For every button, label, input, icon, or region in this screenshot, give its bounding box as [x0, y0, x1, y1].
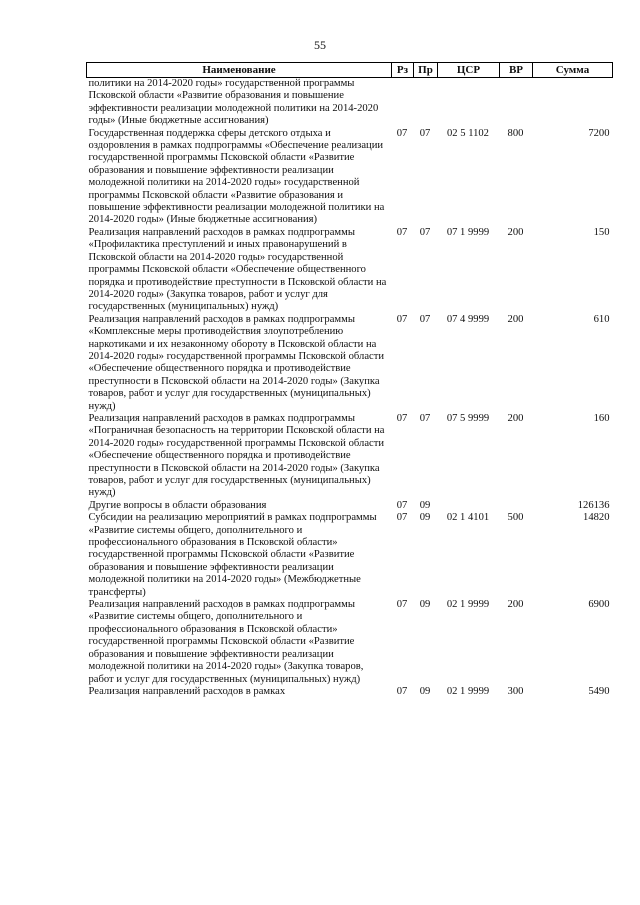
table-row [87, 686, 613, 698]
header-name: Наименование [87, 63, 392, 78]
row-sum: 14820 [583, 512, 610, 524]
row-vr: 500 [507, 512, 524, 524]
row-vr [500, 500, 533, 512]
table-row [87, 227, 613, 314]
row-pr: 07 [419, 313, 431, 325]
row-vr: 800 [507, 127, 524, 139]
header-sum: Сумма [533, 63, 613, 78]
row-csr [438, 500, 500, 512]
row-name: Субсидии на реализацию мероприятий в рамках подпрограммы «Развитие системы общего, дополнительного и профессионального образования в Псковской области» государственной программы Псковской области «Развитие образования и повышение эффективности реализации молодежной политики на 2014-2020 годы» (Межбюджетные трансферты) [88, 512, 377, 598]
row-vr: 200 [507, 313, 524, 325]
row-vr: 200 [507, 226, 524, 238]
table-row [87, 314, 613, 413]
row-csr: 07 5 9999 [446, 412, 490, 424]
row-pr: 09 [419, 599, 431, 611]
header-rz: Рз [392, 63, 414, 78]
row-name: Реализация направлений расходов в рамках подпрограммы «Развитие системы общего, дополнительного и профессионального образования в Псковской области» государственной программы Псковской области «Развитие образования и повышение эффективности реализации молодежной политики на 2014-2020 годы» (Закупка товаров, работ и услуг для государственных (муниципальных) нужд) [88, 599, 364, 685]
table-row [87, 78, 613, 128]
table-row [87, 512, 613, 599]
row-rz: 07 [396, 685, 408, 697]
table-row [87, 500, 613, 512]
row-sum: 150 [593, 226, 610, 238]
row-pr: 09 [419, 499, 431, 511]
row-rz [392, 78, 414, 128]
header-pr: Пр [414, 63, 438, 78]
page-number: 55 [314, 38, 326, 52]
table-header [87, 63, 613, 78]
row-vr: 200 [507, 412, 524, 424]
row-sum: 610 [593, 313, 610, 325]
row-pr: 09 [419, 512, 431, 524]
row-csr: 07 4 9999 [446, 313, 490, 325]
row-csr: 02 1 9999 [446, 599, 490, 611]
row-pr: 09 [419, 685, 431, 697]
row-rz: 07 [396, 512, 408, 524]
row-csr: 02 5 1102 [447, 127, 489, 139]
row-rz: 07 [396, 127, 408, 139]
row-rz: 07 [396, 313, 408, 325]
row-vr: 200 [507, 599, 524, 611]
row-rz: 07 [396, 226, 408, 238]
row-pr: 07 [419, 127, 431, 139]
row-name: Государственная поддержка сферы детского отдыха и оздоровления в рамках подпрограммы «Обеспечение реализации государственной программы Псковской области «Развитие образования и повышение эффективности реализации молодежной политики на 2014-2020 годы» государственной программы Псковской области «Развитие образования и повышение эффективности реализации молодежной политики на 2014-2020 годы» (Иные бюджетные ассигнования) [88, 127, 385, 226]
table-row [87, 128, 613, 227]
budget-table [86, 62, 613, 698]
row-sum: 160 [593, 412, 610, 424]
table-body [87, 78, 613, 699]
row-vr [500, 78, 533, 128]
row-rz: 07 [396, 599, 408, 611]
row-sum: 126136 [577, 499, 610, 511]
row-name: Реализация направлений расходов в рамках подпрограммы «Профилактика преступлений и иных правонарушений в Псковской области на 2014-2020 годы» государственной программы Псковской области «Обеспечение общественного порядка и противодействие преступности в Псковской области на 2014-2020 годы» (Закупка товаров, работ и услуг для государственных (муниципальных) нужд) [88, 226, 387, 313]
row-rz: 07 [396, 412, 408, 424]
row-sum [533, 78, 613, 128]
row-name: Реализация направлений расходов в рамках [88, 685, 286, 697]
row-name: Другие вопросы в области образования [88, 499, 267, 511]
table-row [87, 599, 613, 686]
row-sum: 7200 [588, 127, 610, 139]
header-csr: ЦСР [438, 63, 500, 78]
row-rz: 07 [396, 499, 408, 511]
row-name: Реализация направлений расходов в рамках подпрограммы «Комплексные меры противодействия злоупотреблению наркотиками и их незаконному обороту в Псковской области на 2014-2020 годы» государственной программы Псковской области «Обеспечение общественного порядка и противодействие преступности в Псковской области на 2014-2020 годы» (Закупка товаров, работ и услуг для государственных (муниципальных) нужд) [88, 313, 385, 412]
row-csr: 02 1 4101 [446, 512, 490, 524]
table-row [87, 413, 613, 500]
row-pr: 07 [419, 226, 431, 238]
header-vr: ВР [500, 63, 533, 78]
row-sum: 5490 [588, 685, 610, 697]
row-vr: 300 [507, 685, 524, 697]
row-name: Реализация направлений расходов в рамках подпрограммы «Пограничная безопасность на территории Псковской области на 2014-2020 годы» государственной программы Псковской области «Обеспечение общественного порядка и противодействие преступности в Псковской области на 2014-2020 годы» (Закупка товаров, работ и услуг для государственных (муниципальных) нужд) [88, 412, 385, 499]
header-row [87, 63, 613, 78]
row-sum: 6900 [588, 599, 610, 611]
row-pr: 07 [419, 412, 431, 424]
row-csr: 07 1 9999 [446, 226, 490, 238]
row-csr [438, 78, 500, 128]
row-pr [414, 78, 438, 128]
row-csr: 02 1 9999 [446, 685, 490, 697]
row-name: политики на 2014-2020 годы» государственной программы Псковской области «Развитие образования и повышение эффективности реализации молодежной политики на 2014-2020 годы» (Иные бюджетные ассигнования) [88, 78, 379, 127]
